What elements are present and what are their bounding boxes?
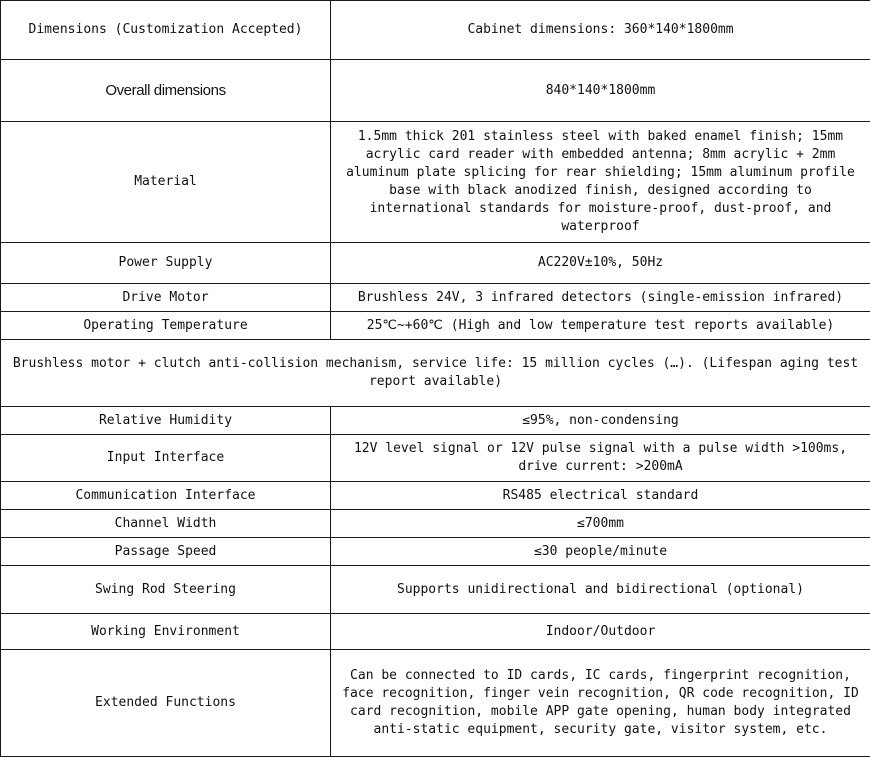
row-value: 25℃~+60℃ (High and low temperature test reports available)	[331, 312, 870, 340]
row-value: RS485 electrical standard	[331, 482, 870, 510]
table-row	[1, 407, 870, 435]
table-row	[1, 284, 870, 312]
row-label: Dimensions (Customization Accepted)	[1, 1, 331, 60]
table-row	[1, 312, 870, 340]
row-label: Power Supply	[1, 243, 331, 284]
row-value: Can be connected to ID cards, IC cards, fingerprint recognition, face recognition, finger vein recognition, QR code recognition, ID card recognition, mobile APP gate opening, human body integrated anti-static equipment, security gate, visitor system, etc.	[331, 650, 870, 757]
full-width-note: Brushless motor + clutch anti-collision mechanism, service life: 15 million cycles (…). (Lifespan aging test report available)	[1, 340, 870, 407]
row-label: Material	[1, 122, 331, 243]
row-value: ≤30 people/minute	[331, 538, 870, 566]
table-row	[1, 122, 870, 243]
table-row	[1, 340, 870, 407]
row-label: Communication Interface	[1, 482, 331, 510]
row-label: Swing Rod Steering	[1, 566, 331, 614]
table-row	[1, 482, 870, 510]
row-value: Indoor/Outdoor	[331, 614, 870, 650]
table-row	[1, 435, 870, 482]
row-label: Drive Motor	[1, 284, 331, 312]
table-row	[1, 510, 870, 538]
row-label: Input Interface	[1, 435, 331, 482]
table-row	[1, 538, 870, 566]
table-row	[1, 60, 870, 122]
row-label: Relative Humidity	[1, 407, 331, 435]
row-value: Cabinet dimensions: 360*140*1800mm	[331, 1, 870, 60]
row-label: Overall dimensions	[1, 60, 331, 122]
row-value: ≤95%, non-condensing	[331, 407, 870, 435]
row-value: Supports unidirectional and bidirectional (optional)	[331, 566, 870, 614]
table-row	[1, 566, 870, 614]
row-label: Channel Width	[1, 510, 331, 538]
table-row	[1, 614, 870, 650]
row-value: AC220V±10%, 50Hz	[331, 243, 870, 284]
row-value: ≤700mm	[331, 510, 870, 538]
row-value: 1.5mm thick 201 stainless steel with baked enamel finish; 15mm acrylic card reader with embedded antenna; 8mm acrylic + 2mm aluminum plate splicing for rear shielding; 15mm aluminum profile base with black anodized finish, designed according to international standards for moisture-proof, dust-proof, and waterproof	[331, 122, 870, 243]
row-label: Working Environment	[1, 614, 331, 650]
table-row	[1, 243, 870, 284]
row-label: Operating Temperature	[1, 312, 331, 340]
row-value: 840*140*1800mm	[331, 60, 870, 122]
table-row	[1, 1, 870, 60]
row-label: Extended Functions	[1, 650, 331, 757]
row-value: 12V level signal or 12V pulse signal with a pulse width >100ms, drive current: >200mA	[331, 435, 870, 482]
row-value: Brushless 24V, 3 infrared detectors (single-emission infrared)	[331, 284, 870, 312]
row-label: Passage Speed	[1, 538, 331, 566]
table-row	[1, 650, 870, 757]
